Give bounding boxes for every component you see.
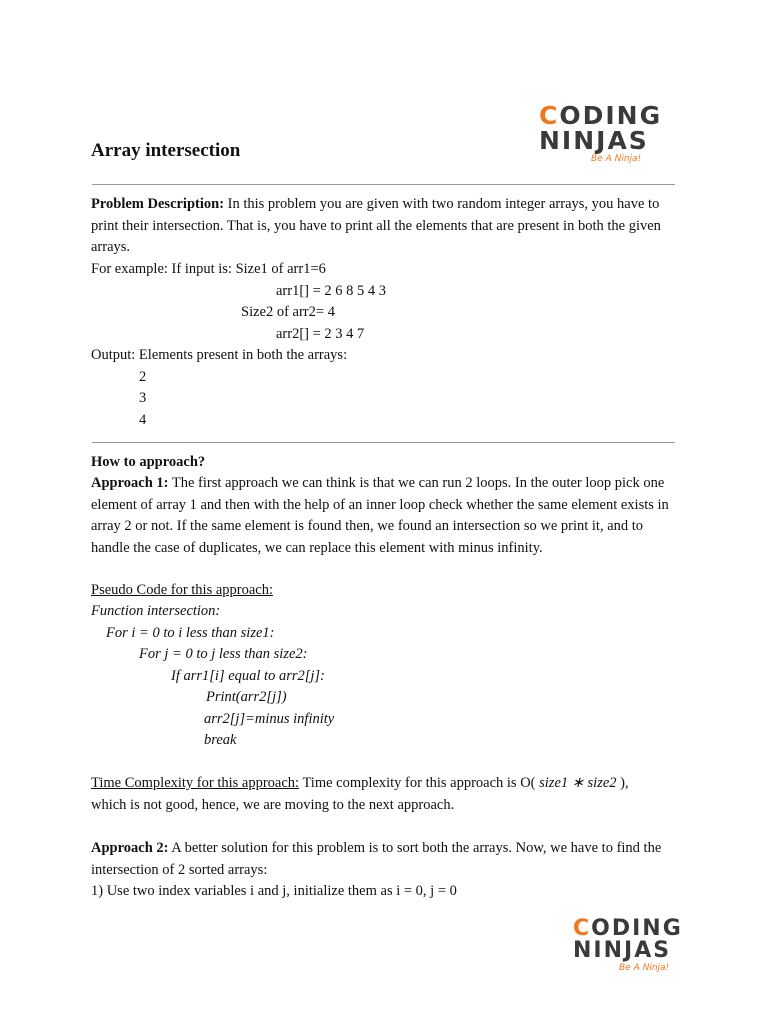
problem-label: Problem Description:: [91, 196, 225, 212]
approach-2: [91, 838, 676, 881]
example-arr2: arr2[] = 2 3 4 7: [276, 326, 365, 342]
logo-line2: NINJAS: [539, 126, 649, 155]
logo-tagline: Be A Ninja!: [591, 154, 642, 164]
approach-2-text: A better solution for this problem is to sort both the arrays. Now, we have to find the intersection of 2 sorted arrays:: [91, 840, 662, 878]
pseudo-line: arr2[j]=minus infinity: [204, 711, 335, 727]
pseudo-line: Print(arr2[j]): [206, 689, 287, 705]
page-title: Array intersection: [91, 140, 241, 161]
tc-label: Time Complexity for this approach:: [91, 775, 300, 791]
pseudo-line: If arr1[i] equal to arr2[j]:: [171, 668, 325, 684]
problem-text: In this problem you are given with two random integer arrays, you have to print their intersection. That is, you have to print all the elements that are present in both the given arrays.: [91, 196, 661, 255]
example-size2: Size2 of arr2= 4: [241, 304, 335, 320]
coding-ninjas-logo: CODING NINJAS Be A Ninja!: [539, 103, 679, 164]
coding-ninjas-logo-footer: CODING NINJAS Be A Ninja!: [573, 918, 693, 973]
example-line: For example: If input is: Size1 of arr1=6: [91, 261, 326, 277]
output-value: 4: [139, 412, 147, 428]
output-value: 3: [139, 390, 147, 406]
tc-text-a: Time complexity for this approach is O(: [299, 775, 540, 791]
pseudo-line: break: [204, 732, 237, 748]
logo-tagline: Be A Ninja!: [619, 963, 670, 973]
approach-2-step1: 1) Use two index variables i and j, initialize them as i = 0, j = 0: [91, 883, 457, 899]
approach-1-text: The first approach we can think is that we can run 2 loops. In the outer loop pick one element of array 1 and then with the help of an inner loop check whether the same element exists in array 2 or not. If the same element is found then, we found an intersection so we print it, and to handle the case of duplicates, we can replace this element with minus infinity.: [91, 475, 669, 556]
output-value: 2: [139, 369, 147, 385]
approach-1: [91, 473, 676, 559]
pseudo-line: For i = 0 to i less than size1:: [106, 625, 275, 641]
approach-2-label: Approach 2:: [91, 840, 169, 856]
approach-1-label: Approach 1:: [91, 475, 169, 491]
output-label: Output: Elements present in both the arrays:: [91, 347, 348, 363]
approach-heading: How to approach?: [91, 454, 206, 470]
logo-line1: ODING: [559, 101, 663, 130]
pseudo-line: Function intersection:: [91, 603, 221, 619]
tc-text-b: ),: [616, 775, 629, 791]
pseudo-line: For j = 0 to j less than size2:: [139, 646, 308, 662]
problem-description: [91, 194, 676, 259]
tc-math: size1 ∗ size2: [539, 775, 617, 791]
tc-line2: which is not good, hence, we are moving to the next approach.: [91, 797, 455, 813]
divider: [92, 442, 675, 443]
pseudo-heading: Pseudo Code for this approach:: [91, 582, 274, 598]
logo-line2: NINJAS: [573, 938, 672, 963]
example-arr1: arr1[] = 2 6 8 5 4 3: [276, 283, 387, 299]
divider: [92, 184, 675, 185]
time-complexity: [91, 773, 629, 795]
